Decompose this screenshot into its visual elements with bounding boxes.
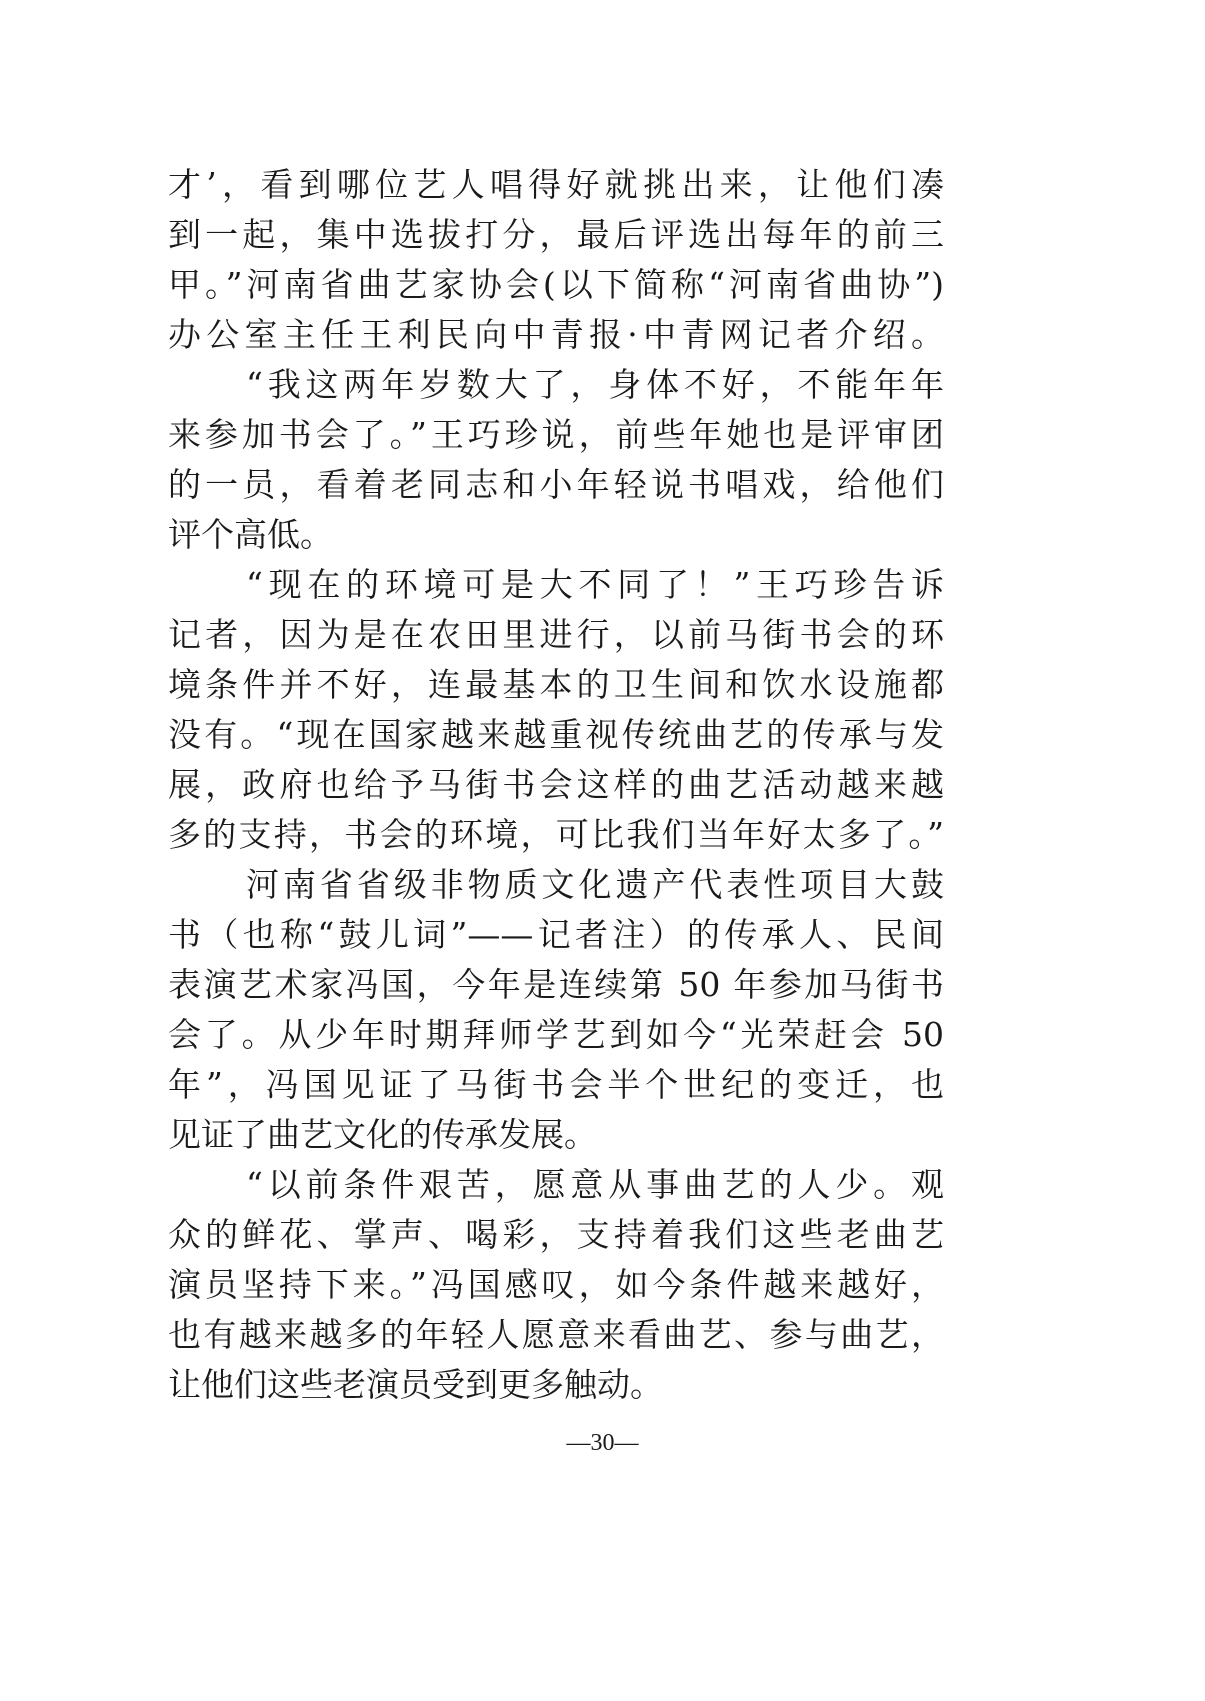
text-line: 展，政府也给予马街书会这样的曲艺活动越来越 <box>168 765 944 804</box>
text-line: 也有越来越多的年轻人愿意来看曲艺、参与曲艺， <box>168 1315 944 1354</box>
article-body <box>168 160 944 1410</box>
text-line: 演员坚持下来。”冯国感叹，如今条件越来越好， <box>168 1265 944 1304</box>
text-line: 河南省省级非物质文化遗产代表性项目大鼓 <box>246 865 944 904</box>
text-line: “现在的环境可是大不同了！”王巧珍告诉 <box>246 565 944 604</box>
text-line: 到一起，集中选拔打分，最后评选出每年的前三 <box>168 215 944 254</box>
text-line: 才’，看到哪位艺人唱得好就挑出来，让他们凑 <box>168 165 944 204</box>
text-line: 没有。“现在国家越来越重视传统曲艺的传承与发 <box>168 715 944 754</box>
text-line: 让他们这些老演员受到更多触动。 <box>168 1365 663 1404</box>
text-line: “我这两年岁数大了，身体不好，不能年年 <box>246 365 944 404</box>
text-line: 众的鲜花、掌声、喝彩，支持着我们这些老曲艺 <box>168 1215 944 1254</box>
text-line: 多的支持，书会的环境，可比我们当年好太多了。” <box>168 815 944 854</box>
text-line: 年”，冯国见证了马街书会半个世纪的变迁，也 <box>168 1065 944 1104</box>
text-line: 的一员，看着老同志和小年轻说书唱戏，给他们 <box>168 465 944 504</box>
text-line: 办公室主任王利民向中青报·中青网记者介绍。 <box>168 315 944 354</box>
text-line: 书（也称“鼓儿词”——记者注）的传承人、民间 <box>168 915 944 954</box>
page-number: —30— <box>566 1430 639 1456</box>
text-line: 会了。从少年时期拜师学艺到如今“光荣赶会 50 <box>168 1015 944 1054</box>
text-line: 境条件并不好，连最基本的卫生间和饮水设施都 <box>168 665 944 704</box>
text-line: 甲。”河南省曲艺家协会(以下简称“河南省曲协”) <box>168 265 944 304</box>
text-line: “以前条件艰苦，愿意从事曲艺的人少。观 <box>246 1165 944 1204</box>
text-line: 评个高低。 <box>168 515 333 554</box>
text-line: 记者，因为是在农田里进行，以前马街书会的环 <box>168 615 944 654</box>
text-line: 来参加书会了。”王巧珍说，前些年她也是评审团 <box>168 415 944 454</box>
text-line: 见证了曲艺文化的传承发展。 <box>168 1115 597 1154</box>
text-line: 表演艺术家冯国，今年是连续第 50 年参加马街书 <box>168 965 944 1004</box>
